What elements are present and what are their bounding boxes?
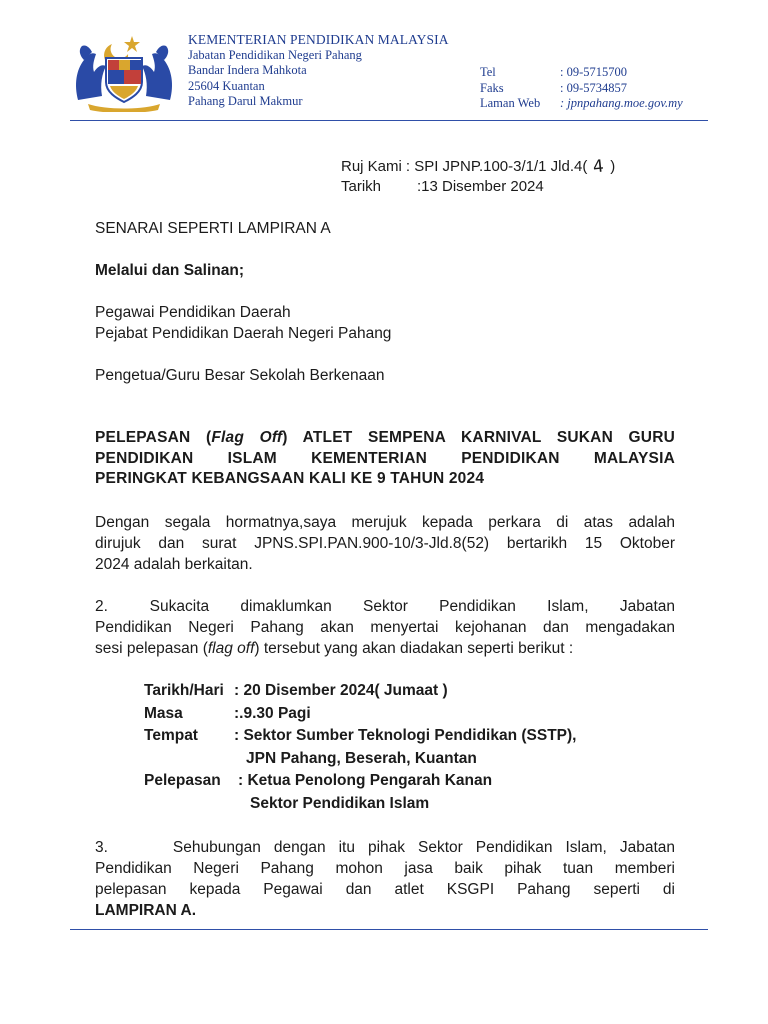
- via-line: Pegawai Pendidikan Daerah: [95, 304, 291, 321]
- paragraph-line: 2024 adalah berkaitan.: [95, 556, 253, 573]
- detail-label: Masa: [144, 704, 183, 722]
- detail-row-venue: [144, 725, 576, 748]
- detail-label: Tarikh/Hari: [144, 682, 224, 699]
- address-line: Bandar Indera Mahkota: [188, 63, 307, 77]
- detail-value: : Ketua Penolong Pengarah Kanan: [238, 772, 493, 789]
- subject-text: PELEPASAN (: [95, 429, 212, 446]
- detail-spacer: [144, 793, 234, 816]
- recipient: SENARAI SEPERTI LAMPIRAN A: [95, 220, 331, 237]
- detail-value: JPN Pahang, Beserah, Kuantan: [246, 749, 477, 767]
- detail-row-date: [144, 680, 576, 703]
- subject-heading: [95, 428, 675, 490]
- contact-row-tel: [480, 65, 683, 81]
- reference-handwritten-number: 4: [592, 156, 606, 178]
- subject-line: PENDIDIKAN ISLAM KEMENTERIAN PENDIDIKAN MALAYSIA: [95, 449, 675, 467]
- date-value: :13 Disember 2024: [417, 178, 544, 195]
- detail-spacer: [144, 748, 234, 771]
- paragraph-2: [95, 596, 675, 659]
- detail-row-time: [144, 703, 576, 726]
- subject-line: PERINGKAT KEBANGSAAN KALI KE 9 TAHUN 2024: [95, 470, 485, 487]
- event-details: [144, 680, 576, 815]
- paragraph-line: [95, 638, 675, 659]
- address-line: Jabatan Pendidikan Negeri Pahang: [188, 47, 362, 62]
- letterhead-contacts: [480, 65, 683, 112]
- via-line: Pejabat Pendidikan Daerah Negeri Pahang: [95, 325, 392, 342]
- paragraph-italic: flag off: [207, 640, 255, 657]
- detail-row-venue-cont: [144, 748, 576, 771]
- contact-value-website: : jpnpahang.moe.gov.my: [560, 96, 683, 110]
- letterhead-address: [188, 32, 449, 110]
- detail-value: : 20 Disember 2024( Jumaat ): [234, 682, 448, 699]
- address-line: Pahang Darul Makmur: [188, 94, 303, 108]
- detail-row-release: [144, 770, 576, 793]
- paragraph-line: 3. Sehubungan dengan itu pihak Sektor Pendidikan Islam, Jabatan: [95, 839, 675, 856]
- copy-to: Pengetua/Guru Besar Sekolah Berkenaan: [95, 367, 385, 384]
- subject-italic: Flag Off: [211, 429, 283, 446]
- reference-close: ): [610, 158, 616, 175]
- subject-line: [95, 428, 675, 449]
- contact-row-web: [480, 96, 683, 112]
- reference-row: [341, 157, 615, 177]
- letterhead-divider: [70, 120, 708, 121]
- paragraph-line: Dengan segala hormatnya,saya merujuk kepada perkara di atas adalah: [95, 514, 675, 531]
- paragraph-line: dirujuk dan surat JPNS.SPI.PAN.900-10/3-Jld.8(52) bertarikh 15 Oktober: [95, 535, 675, 552]
- via-label: Melalui dan Salinan;: [95, 262, 244, 279]
- paragraph-text: ) tersebut yang akan diadakan seperti berikut :: [254, 640, 574, 657]
- detail-value: Sektor Pendidikan Islam: [250, 794, 430, 812]
- detail-label: Tempat: [144, 727, 198, 744]
- date-row: [341, 177, 615, 197]
- paragraph-1: [95, 512, 675, 575]
- reference-label: Ruj Kami: [341, 158, 402, 175]
- date-label: Tarikh: [341, 178, 382, 195]
- detail-row-release-cont: [144, 793, 576, 816]
- reference-value: : SPI JPNP.100-3/1/1 Jld.4(: [405, 158, 588, 175]
- paragraph-line: LAMPIRAN A.: [95, 902, 197, 919]
- ministry-name: KEMENTERIAN PENDIDIKAN MALAYSIA: [188, 32, 449, 47]
- contact-value: : 09-5715700: [560, 65, 628, 79]
- paragraph-3: [95, 837, 675, 921]
- detail-value: : Sektor Sumber Teknologi Pendidikan (SSTP),: [234, 727, 577, 744]
- coat-of-arms-icon: [70, 30, 178, 112]
- detail-value: :.9.30 Pagi: [234, 704, 311, 722]
- address-line: 25604 Kuantan: [188, 78, 265, 93]
- paragraph-line: 2. Sukacita dimaklumkan Sektor Pendidikan Islam, Jabatan: [95, 598, 675, 615]
- contact-value: : 09-5734857: [560, 80, 628, 95]
- contact-label: Faks: [480, 80, 504, 95]
- paragraph-text: sesi pelepasan (: [95, 640, 208, 657]
- paragraph-line: pelepasan kepada Pegawai dan atlet KSGPI Pahang seperti di: [95, 881, 675, 898]
- contact-row-fax: [480, 81, 683, 97]
- subject-text: ) ATLET SEMPENA KARNIVAL SUKAN GURU: [282, 429, 675, 446]
- paragraph-line: Pendidikan Negeri Pahang mohon jasa baik pihak tuan memberi: [95, 860, 675, 877]
- contact-label: Laman Web: [480, 96, 541, 110]
- paragraph-line: Pendidikan Negeri Pahang akan menyertai kejohanan dan mengadakan: [95, 619, 675, 636]
- reference-block: [341, 157, 615, 197]
- detail-label: Pelepasan: [144, 772, 221, 789]
- contact-label: Tel: [480, 65, 496, 79]
- footer-divider: [70, 929, 708, 930]
